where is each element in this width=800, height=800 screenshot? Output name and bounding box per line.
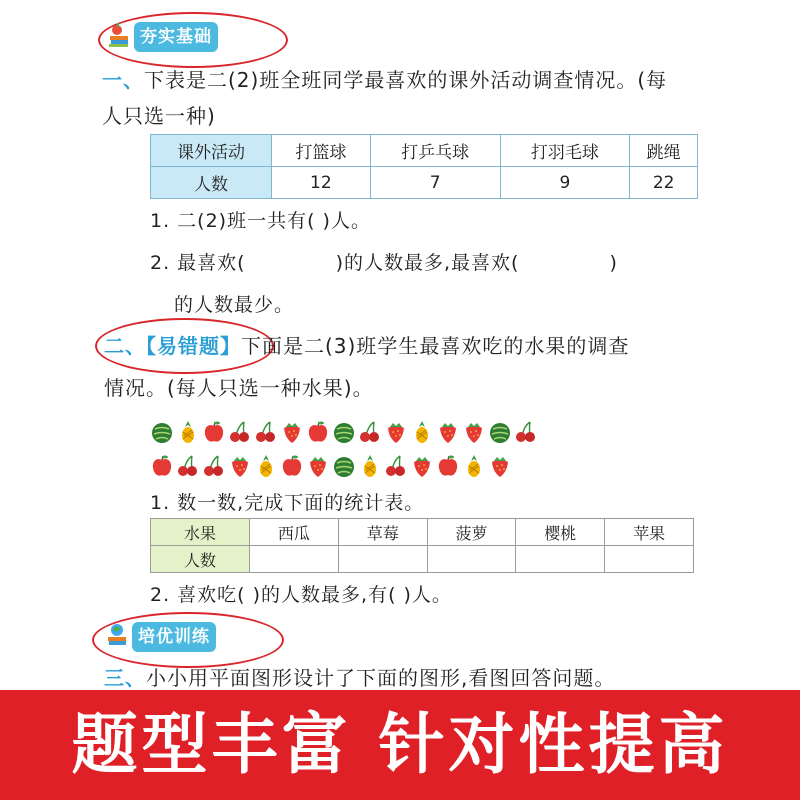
- cherry-icon: [228, 420, 252, 444]
- table-header: 打乒乓球: [370, 135, 500, 167]
- cherry-icon: [514, 420, 538, 444]
- activity-table: [150, 134, 698, 199]
- table-header: 草莓: [338, 519, 427, 546]
- table-header: 樱桃: [516, 519, 605, 546]
- error-prone-tag: 【易错题】: [146, 334, 241, 358]
- strawberry-icon: [462, 420, 486, 444]
- cherry-icon: [202, 454, 226, 478]
- strawberry-icon: [280, 420, 304, 444]
- question-2-line-2: 情况。(每人只选一种水果)。: [104, 376, 374, 400]
- watermelon-icon: [488, 420, 512, 444]
- apple-icon: [150, 454, 174, 478]
- table-header: 课外活动: [151, 135, 272, 167]
- apple-icon: [306, 420, 330, 444]
- table-row-label: 人数: [151, 546, 250, 573]
- table-header: 打羽毛球: [500, 135, 630, 167]
- table-cell-empty: [516, 546, 605, 573]
- question-2-sub-1: 1. 数一数,完成下面的统计表。: [150, 492, 425, 514]
- strawberry-icon: [410, 454, 434, 478]
- table-row-label: 人数: [151, 167, 272, 199]
- table-cell-empty: [427, 546, 516, 573]
- table-cell: 22: [630, 167, 698, 199]
- cherry-icon: [384, 454, 408, 478]
- pineapple-icon: [254, 454, 278, 478]
- section-badge-basics: 夯实基础: [134, 22, 218, 52]
- pineapple-icon: [410, 420, 434, 444]
- question-1-line-1: 一、下表是二(2)班全班同学最喜欢的课外活动调查情况。(每: [102, 68, 668, 92]
- table-cell-empty: [250, 546, 339, 573]
- table-cell: 12: [272, 167, 371, 199]
- strawberry-icon: [228, 454, 252, 478]
- question-1-sub-2-line-2: 的人数最少。: [174, 294, 295, 316]
- cherry-icon: [254, 420, 278, 444]
- watermelon-icon: [332, 420, 356, 444]
- pineapple-icon: [176, 420, 200, 444]
- table-cell: 7: [370, 167, 500, 199]
- pineapple-icon: [358, 454, 382, 478]
- section-badge-advanced: 培优训练: [132, 622, 216, 652]
- table-header: 菠萝: [427, 519, 516, 546]
- table-header: 苹果: [605, 519, 694, 546]
- fruit-row-2: [150, 454, 580, 480]
- cherry-icon: [176, 454, 200, 478]
- cherry-icon: [358, 420, 382, 444]
- question-number: 二、: [104, 334, 146, 358]
- watermelon-icon: [332, 454, 356, 478]
- apple-icon: [202, 420, 226, 444]
- fruit-row-1: [150, 420, 580, 446]
- table-header: 水果: [151, 519, 250, 546]
- question-1-sub-1: 1. 二(2)班一共有( )人。: [150, 210, 371, 232]
- globe-books-icon: [106, 622, 128, 648]
- books-icon: [108, 22, 130, 48]
- question-3-line: 三、小小用平面图形设计了下面的图形,看图回答问题。: [104, 666, 616, 690]
- promo-banner-text: 题型丰富 针对性提高: [71, 706, 729, 783]
- strawberry-icon: [306, 454, 330, 478]
- watermelon-icon: [150, 420, 174, 444]
- question-1-sub-2: 2. 最喜欢( )的人数最多,最喜欢( ): [150, 252, 618, 274]
- apple-icon: [280, 454, 304, 478]
- table-cell-empty: [338, 546, 427, 573]
- question-number: 一、: [102, 68, 144, 92]
- strawberry-icon: [384, 420, 408, 444]
- table-header: 跳绳: [630, 135, 698, 167]
- question-2-line-1: 二、【易错题】下面是二(3)班学生最喜欢吃的水果的调查: [104, 334, 630, 358]
- question-1-line-2: 人只选一种): [102, 104, 216, 128]
- strawberry-icon: [488, 454, 512, 478]
- question-number: 三、: [104, 666, 146, 690]
- question-2-sub-2: 2. 喜欢吃( )的人数最多,有( )人。: [150, 584, 452, 606]
- strawberry-icon: [436, 420, 460, 444]
- table-header: 西瓜: [250, 519, 339, 546]
- table-cell-empty: [605, 546, 694, 573]
- table-cell: 9: [500, 167, 630, 199]
- pineapple-icon: [462, 454, 486, 478]
- fruit-table: [150, 518, 694, 573]
- apple-icon: [436, 454, 460, 478]
- table-header: 打篮球: [272, 135, 371, 167]
